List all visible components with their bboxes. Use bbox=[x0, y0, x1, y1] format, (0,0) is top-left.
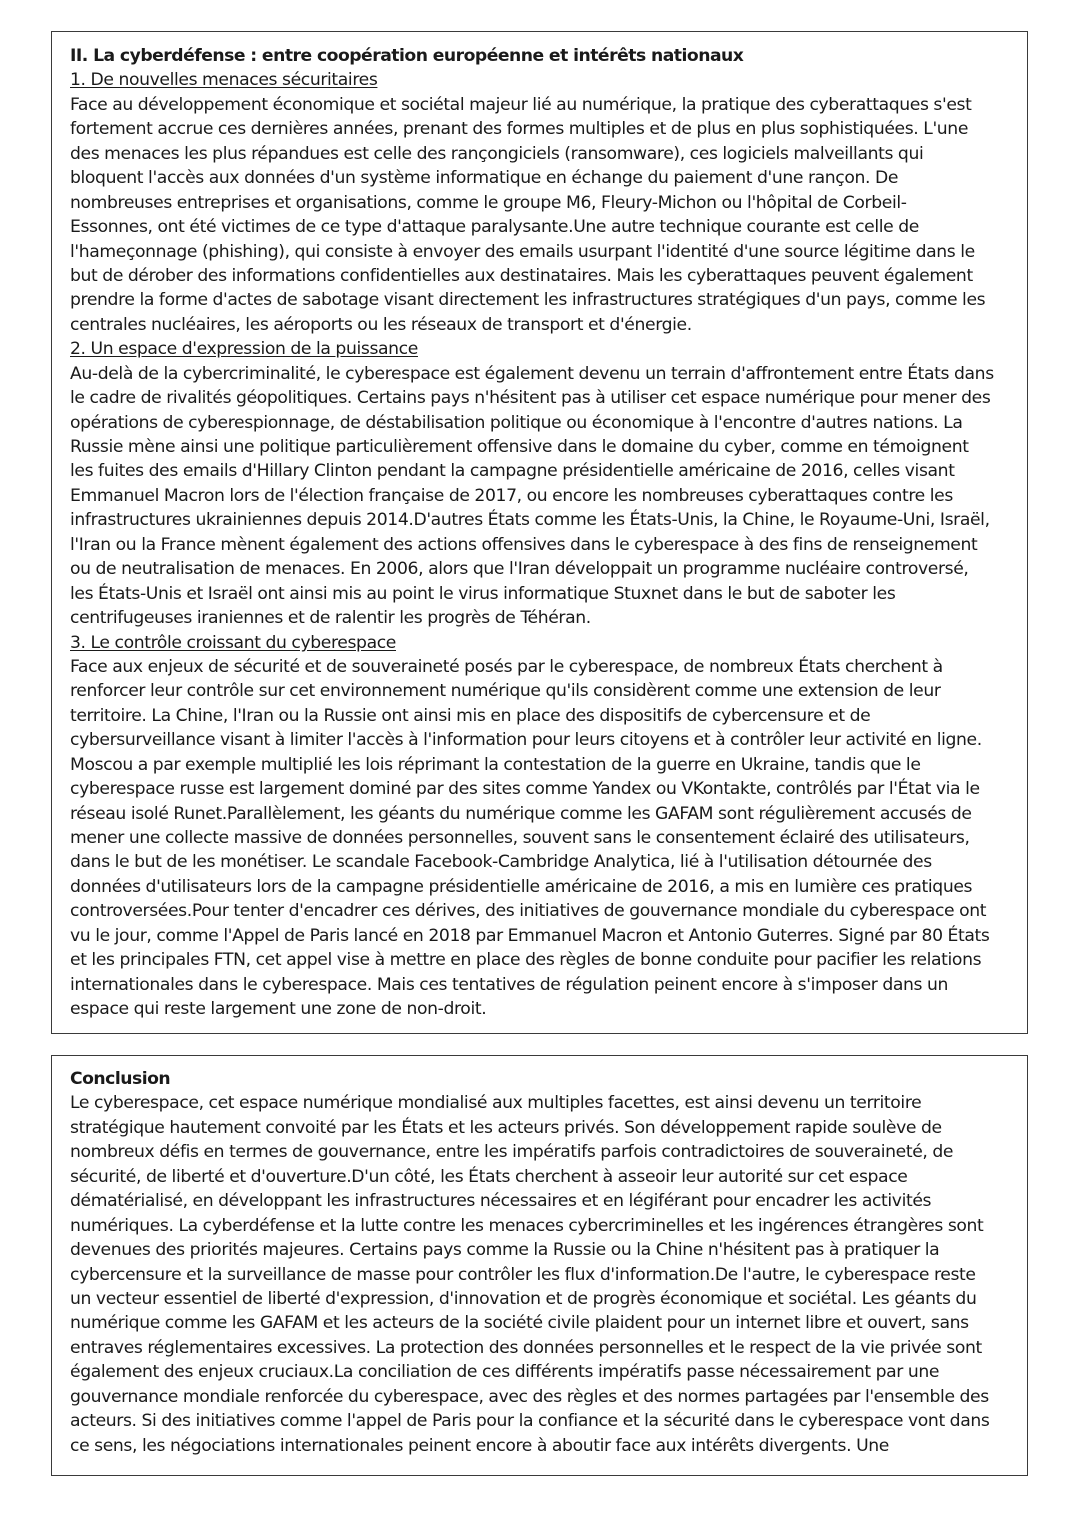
text-line: ce sens, les négociations internationales peinent encore à aboutir face aux intérêts divergents. Une bbox=[70, 1435, 889, 1456]
text-line: cyberespace russe est largement dominé par des sites comme Yandex ou VKontakte, contrôlés par l'État via le bbox=[70, 779, 980, 800]
text-line: cybersurveillance visant à limiter l'accès à l'information pour leurs citoyens et à contrôler leur activité en ligne. bbox=[70, 730, 982, 751]
text-line: stratégique hautement convoité par les États et les acteurs privés. Son développement rapide soulève de bbox=[70, 1117, 942, 1138]
section-2-box bbox=[51, 31, 1028, 1034]
text-line: Au-delà de la cybercriminalité, le cyberespace est également devenu un terrain d'affrontement entre États dans bbox=[70, 363, 994, 384]
text-line: les États-Unis et Israël ont ainsi mis au point le virus informatique Stuxnet dans le but de saboter les bbox=[70, 583, 896, 604]
text-line: données d'utilisateurs lors de la campagne présidentielle américaine de 2016, a mis en lumière ces pratiques bbox=[70, 876, 973, 897]
text-line: numériques. La cyberdéfense et la lutte contre les menaces cybercriminelles et les ingérences étrangères sont bbox=[70, 1215, 984, 1236]
text-line: devenues des priorités majeures. Certains pays comme la Russie ou la Chine n'hésitent pas à pratiquer la bbox=[70, 1240, 940, 1261]
conclusion-box bbox=[51, 1055, 1028, 1476]
text-line: Essonnes, ont été victimes de ce type d'attaque paralysante.Une autre technique courante est celle de bbox=[70, 217, 919, 238]
text-line: des menaces les plus répandues est celle des rançongiciels (ransomware), ces logiciels malveillants qui bbox=[70, 143, 924, 164]
text-line: ou de neutralisation de menaces. En 2006, alors que l'Iran développait un programme nucléaire controversé, bbox=[70, 559, 969, 580]
text-line: également des enjeux cruciaux.La conciliation de ces différents impératifs passe nécessairement par une bbox=[70, 1362, 940, 1383]
text-line: controversées.Pour tenter d'encadrer ces dérives, des initiatives de gouvernance mondiale du cyberespace ont bbox=[70, 901, 987, 922]
text-line: nombreux défis en termes de gouvernance, entre les impératifs parfois contradictoires de souveraineté, de bbox=[70, 1142, 954, 1163]
text-line: entraves réglementaires excessives. La protection des données personnelles et le respect de la vie privée sont bbox=[70, 1337, 982, 1358]
text-line: dans le but de les monétiser. Le scandale Facebook-Cambridge Analytica, lié à l'utilisation détournée des bbox=[70, 852, 932, 873]
part-2-body bbox=[70, 362, 1009, 631]
conclusion-body bbox=[70, 1091, 1009, 1458]
text-line: un vecteur essentiel de liberté d'expression, d'innovation et de progrès économique et sociétal. Les géants du bbox=[70, 1288, 977, 1309]
text-line: Russie mène ainsi une politique particulièrement offensive dans le domaine du cyber, comme en témoignent bbox=[70, 437, 969, 457]
text-line: Le cyberespace, cet espace numérique mondialisé aux multiples facettes, est ainsi devenu un territoire bbox=[70, 1093, 922, 1114]
text-line: prendre la forme d'actes de sabotage visant directement les infrastructures stratégiques d'un pays, comme les bbox=[70, 290, 986, 311]
text-line: nombreuses entreprises et organisations, comme le groupe M6, Fleury-Michon ou l'hôpital de Corbeil- bbox=[70, 192, 907, 213]
section-title: II. La cyberdéfense : entre coopération européenne et intérêts nationaux bbox=[70, 46, 744, 66]
text-line: dématérialisé, en développant les infrastructures nécessaires et en légiférant pour encadrer les activités bbox=[70, 1191, 932, 1212]
text-line: l'Iran ou la France mènent également des actions offensives dans le cyberespace à des fins de renseignement bbox=[70, 534, 978, 555]
text-line: sécurité, de liberté et d'ouverture.D'un côté, les États cherchent à asseoir leur autorité sur cet espace bbox=[70, 1166, 908, 1187]
text-line: les fuites des emails d'Hillary Clinton pendant la campagne présidentielle américaine de 2016, celles visant bbox=[70, 461, 955, 482]
text-line: infrastructures ukrainiennes depuis 2014.D'autres États comme les États-Unis, la Chine, le Royaume-Uni, Israël, bbox=[70, 510, 990, 531]
text-line: Face aux enjeux de sécurité et de souveraineté posés par le cyberespace, de nombreux États cherchent à bbox=[70, 656, 943, 677]
text-line: fortement accrue ces dernières années, prenant des formes multiples et de plus en plus sophistiquées. L'une bbox=[70, 119, 969, 140]
text-line: mener une collecte massive de données personnelles, souvent sans le consentement éclairé des utilisateurs, bbox=[70, 828, 970, 848]
text-line: cybercensure et la surveillance de masse pour contrôler les flux d'information.De l'autre, le cyberespace reste bbox=[70, 1264, 976, 1285]
text-line: centrales nucléaires, les aéroports ou les réseaux de transport et d'énergie. bbox=[70, 314, 692, 335]
text-line: espace qui reste largement une zone de non-droit. bbox=[70, 999, 487, 1020]
text-line: réseau isolé Runet.Parallèlement, les géants du numérique comme les GAFAM sont régulièrement accusés de bbox=[70, 803, 972, 824]
text-line: le cadre de rivalités géopolitiques. Certains pays n'hésitent pas à utiliser cet espace numérique pour mener des bbox=[70, 388, 991, 409]
text-line: but de dérober des informations confidentielles aux destinataires. Mais les cyberattaques peuvent également bbox=[70, 265, 973, 286]
text-line: opérations de cyberespionnage, de déstabilisation politique ou économique à l'encontre d'autres nations. La bbox=[70, 412, 963, 433]
part-2-heading: 2. Un espace d'expression de la puissance bbox=[70, 339, 418, 360]
part-3-heading: 3. Le contrôle croissant du cyberespace bbox=[70, 632, 396, 653]
text-line: renforcer leur contrôle sur cet environnement numérique qu'ils considèrent comme une extension de leur bbox=[70, 681, 941, 702]
text-line: numérique comme les GAFAM et les acteurs de la société civile plaident pour un internet libre et ouvert, sans bbox=[70, 1313, 969, 1334]
part-1-body bbox=[70, 93, 1009, 337]
text-line: centrifugeuses iraniennes et de ralentir les progrès de Téhéran. bbox=[70, 608, 591, 629]
text-line: et les principales FTN, cet appel vise à mettre en place des règles de bonne conduite pour pacifier les relations bbox=[70, 950, 982, 971]
text-line: Emmanuel Macron lors de l'élection française de 2017, ou encore les nombreuses cyberattaques contre les bbox=[70, 485, 953, 506]
text-line: vu le jour, comme l'Appel de Paris lancé en 2018 par Emmanuel Macron et Antonio Guterres. Signé par 80 États bbox=[70, 925, 990, 946]
text-line: acteurs. Si des initiatives comme l'appel de Paris pour la confiance et la sécurité dans le cyberespace vont dans bbox=[70, 1411, 990, 1432]
text-line: l'hameçonnage (phishing), qui consiste à envoyer des emails usurpant l'identité d'une source légitime dans le bbox=[70, 241, 975, 262]
text-line: territoire. La Chine, l'Iran ou la Russie ont ainsi mis en place des dispositifs de cybercensure et de bbox=[70, 705, 871, 726]
part-3-body bbox=[70, 655, 1009, 1022]
text-line: bloquent l'accès aux données d'un système informatique en échange du paiement d'une rançon. De bbox=[70, 168, 899, 189]
conclusion-title: Conclusion bbox=[70, 1069, 171, 1089]
text-line: Moscou a par exemple multiplié les lois réprimant la contestation de la guerre en Ukraine, tandis que le bbox=[70, 754, 921, 775]
part-1-heading: 1. De nouvelles menaces sécuritaires bbox=[70, 70, 378, 91]
text-line: internationales dans le cyberespace. Mais ces tentatives de régulation peinent encore à s'imposer dans un bbox=[70, 974, 949, 995]
text-line: Face au développement économique et sociétal majeur lié au numérique, la pratique des cyberattaques s'est bbox=[70, 94, 972, 115]
text-line: gouvernance mondiale renforcée du cyberespace, avec des règles et des normes partagées par l'ensemble des bbox=[70, 1386, 989, 1407]
